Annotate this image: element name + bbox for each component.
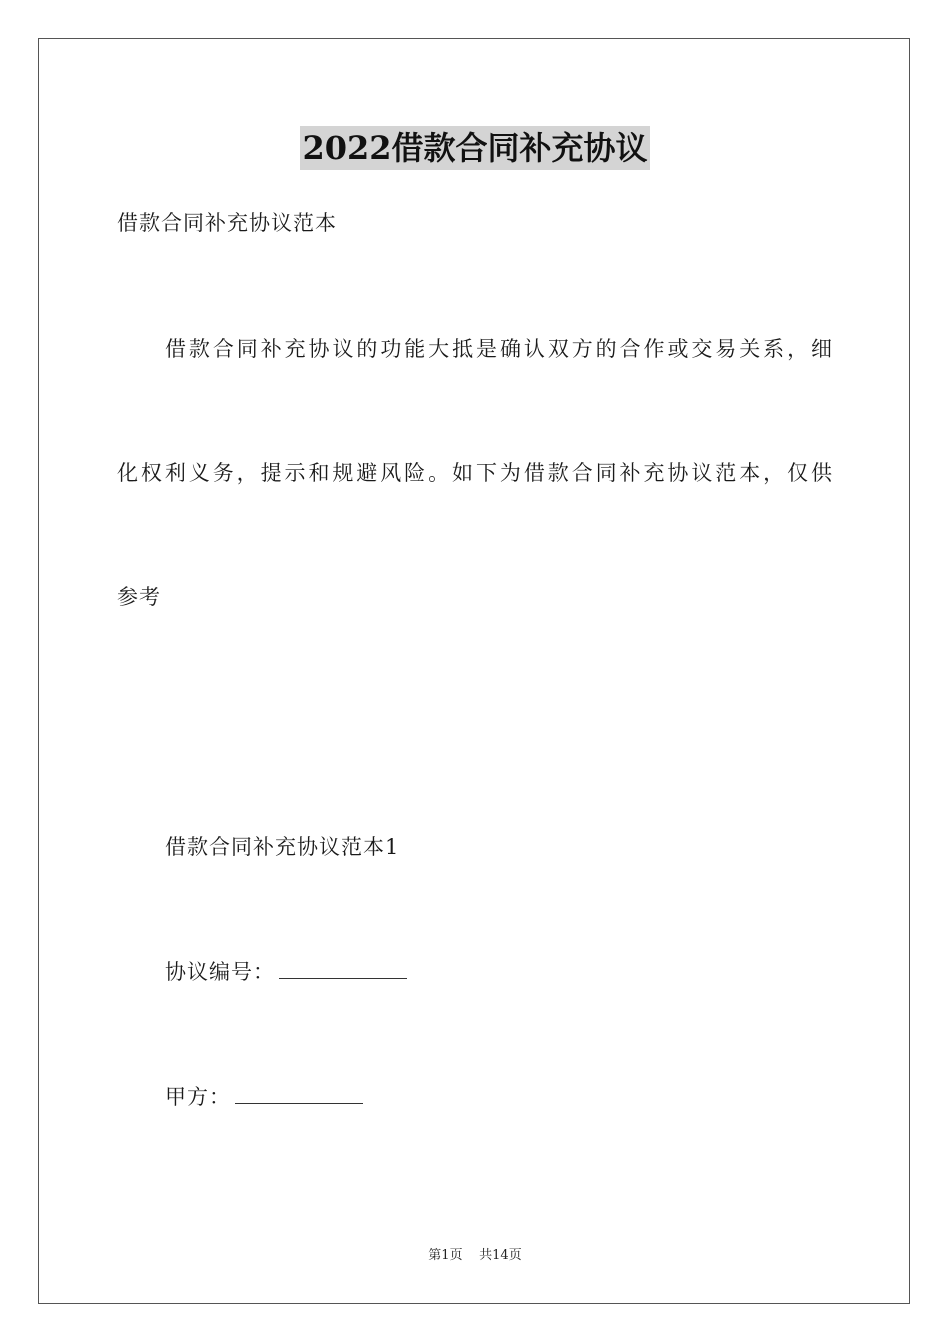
section-heading: 借款合同补充协议范本1 bbox=[165, 835, 400, 859]
page-footer bbox=[0, 1246, 950, 1266]
total-prefix: 共 bbox=[479, 1248, 493, 1263]
document-subtitle: 借款合同补充协议范本 bbox=[117, 211, 337, 235]
agreement-number-label: 协议编号： bbox=[165, 960, 275, 984]
page-total: 14 bbox=[492, 1248, 509, 1263]
page-suffix: 页 bbox=[449, 1248, 463, 1263]
title-container bbox=[0, 126, 950, 170]
agreement-number-field bbox=[165, 956, 407, 987]
intro-line: 化权利义务，提示和规避风险。如下为借款合同补充协议范本，仅供 bbox=[117, 461, 833, 485]
intro-line: 参考 bbox=[117, 585, 161, 609]
party-a-blank bbox=[235, 1081, 363, 1104]
page-current: 1 bbox=[441, 1248, 450, 1263]
page-prefix: 第 bbox=[428, 1248, 442, 1263]
agreement-number-blank bbox=[279, 956, 407, 979]
party-a-field bbox=[165, 1081, 363, 1112]
total-suffix: 页 bbox=[508, 1248, 522, 1263]
intro-line: 借款合同补充协议的功能大抵是确认双方的合作或交易关系，细 bbox=[165, 337, 833, 361]
document-title: 2022借款合同补充协议 bbox=[300, 126, 649, 170]
party-a-label: 甲方： bbox=[165, 1085, 231, 1109]
